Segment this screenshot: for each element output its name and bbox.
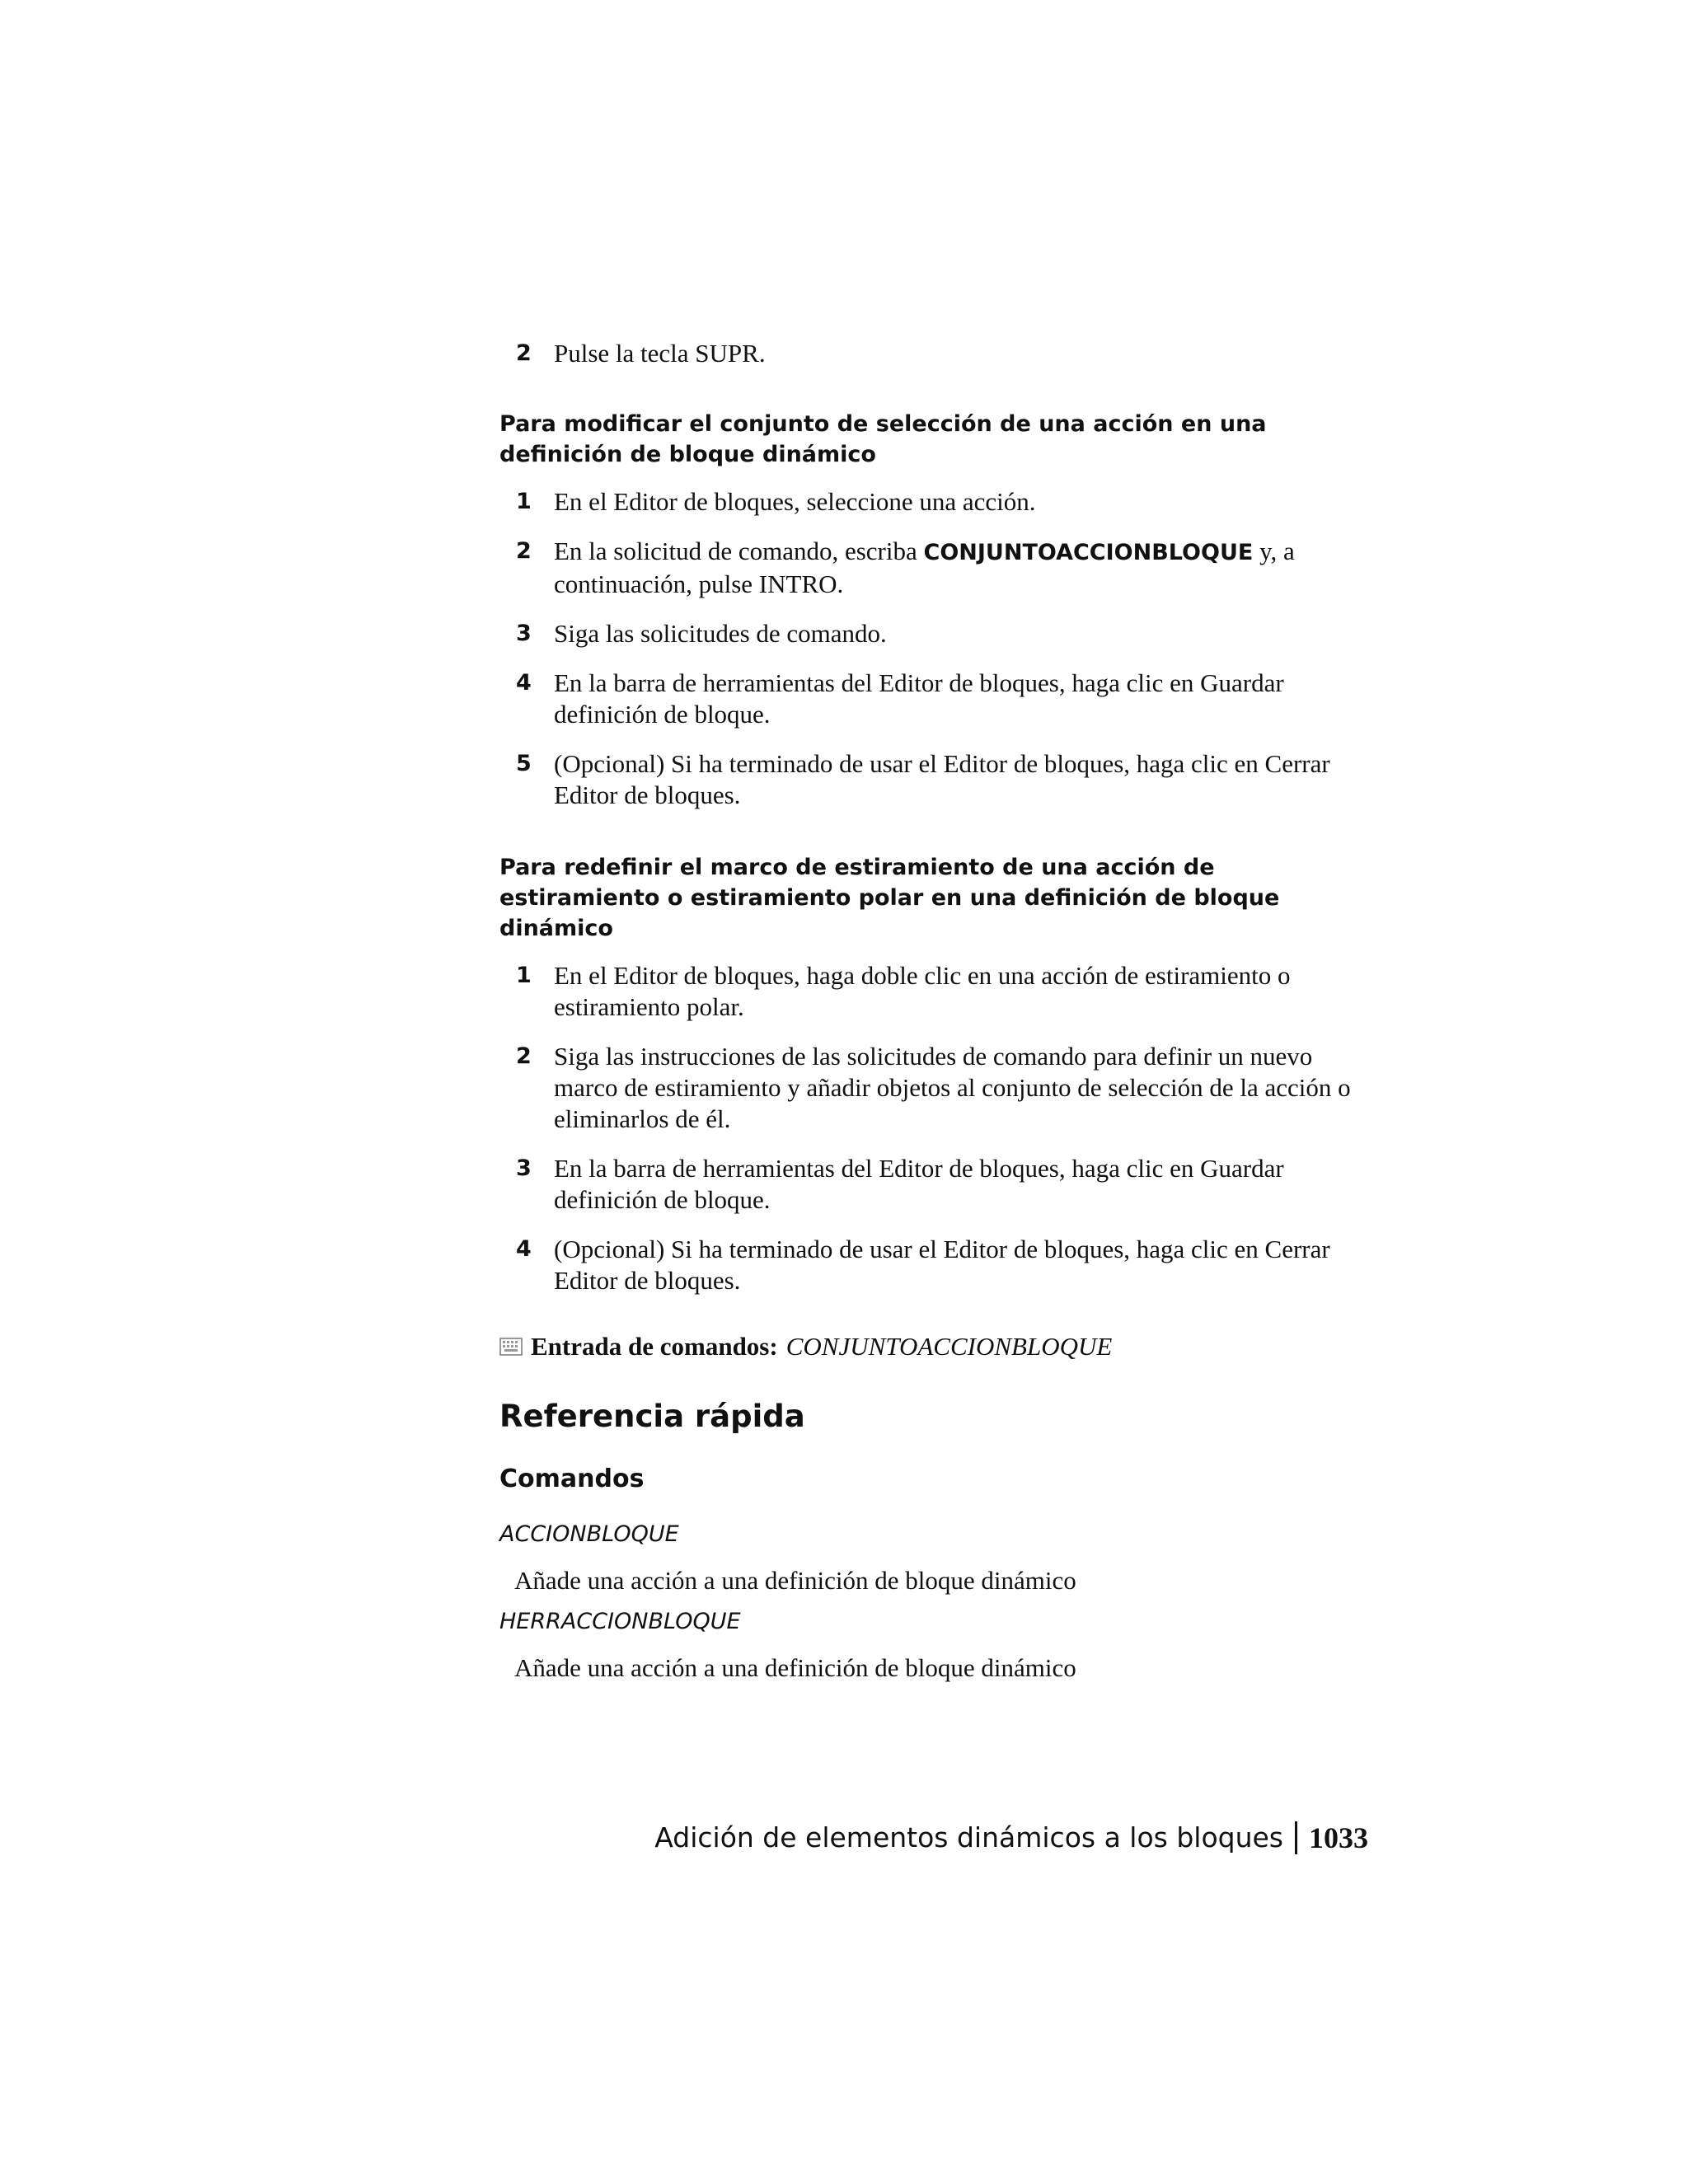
step-number: 4: [516, 670, 532, 696]
command-description: Añade una acción a una definición de bloque dinámico: [514, 1653, 1076, 1682]
step-text: Pulse la tecla SUPR.: [554, 339, 766, 368]
command-entry: [499, 1331, 1373, 1362]
step-text: En el Editor de bloques, seleccione una acción.: [554, 487, 1036, 516]
step-number: 2: [516, 1043, 532, 1069]
procedure-step: [499, 748, 1373, 811]
step-number: 3: [516, 621, 532, 646]
step-text: En el Editor de bloques, haga doble clic en una acción de estiramiento o estiramiento polar.: [554, 961, 1291, 1021]
step-number: 4: [516, 1236, 532, 1262]
command-link[interactable]: ACCIONBLOQUE: [499, 1521, 679, 1547]
page-content: [499, 338, 1373, 1684]
procedure-step: [499, 668, 1373, 730]
procedure-step: [499, 1153, 1373, 1216]
command-entry-value: CONJUNTOACCIONBLOQUE: [785, 1332, 1113, 1361]
top-step: [499, 338, 1373, 369]
step-text: (Opcional) Si ha terminado de usar el Editor de bloques, haga clic en Cerrar Editor de bloques.: [554, 1235, 1330, 1295]
page-number: 1033: [1309, 1821, 1368, 1854]
procedure-step: [499, 1234, 1373, 1296]
step-number: 2: [516, 538, 532, 564]
step-number: 5: [516, 751, 532, 776]
page-footer: [654, 1821, 1368, 1854]
subsection-title: Comandos: [499, 1465, 645, 1493]
procedure-step: [499, 618, 1373, 649]
step-text: y, a continuación, pulse INTRO.: [554, 537, 1295, 598]
command-name: CONJUNTOACCIONBLOQUE: [923, 540, 1254, 565]
step-number: 2: [516, 340, 532, 366]
step-text: (Opcional) Si ha terminado de usar el Editor de bloques, haga clic en Cerrar Editor de bloques.: [554, 749, 1330, 809]
step-text: Siga las instrucciones de las solicitudes de comando para definir un nuevo marco de estiramiento y añadir objetos al conjunto de selección de la acción o eliminarlos de él.: [554, 1042, 1351, 1133]
command-link[interactable]: HERRACCIONBLOQUE: [499, 1609, 741, 1634]
procedure-step: [499, 1041, 1373, 1135]
step-number: 3: [516, 1155, 532, 1181]
step-text: Siga las solicitudes de comando.: [554, 619, 887, 648]
step-number: 1: [516, 489, 532, 514]
procedure-step: [499, 486, 1373, 518]
section-title: Referencia rápida: [499, 1399, 805, 1434]
procedure-title: Para modificar el conjunto de selección de una acción en una definición de bloque dinámico: [499, 411, 1267, 467]
chapter-title: Adición de elementos dinámicos a los bloques: [654, 1821, 1283, 1854]
step-number: 1: [516, 963, 532, 988]
step-text: En la barra de herramientas del Editor de bloques, haga clic en Guardar definición de bloque.: [554, 1154, 1284, 1214]
keyboard-icon: [499, 1338, 523, 1356]
command-entry-label: Entrada de comandos:: [531, 1332, 778, 1361]
footer-divider: [1295, 1821, 1297, 1854]
step-text: En la solicitud de comando, escriba: [554, 537, 924, 565]
procedure-title: Para redefinir el marco de estiramiento de una acción de estiramiento o estiramiento polar en una definición de bloque dinámico: [499, 855, 1280, 941]
procedure-step: [499, 536, 1373, 600]
step-text: En la barra de herramientas del Editor de bloques, haga clic en Guardar definición de bloque.: [554, 668, 1284, 729]
procedure-step: [499, 960, 1373, 1023]
command-description: Añade una acción a una definición de bloque dinámico: [514, 1566, 1076, 1595]
